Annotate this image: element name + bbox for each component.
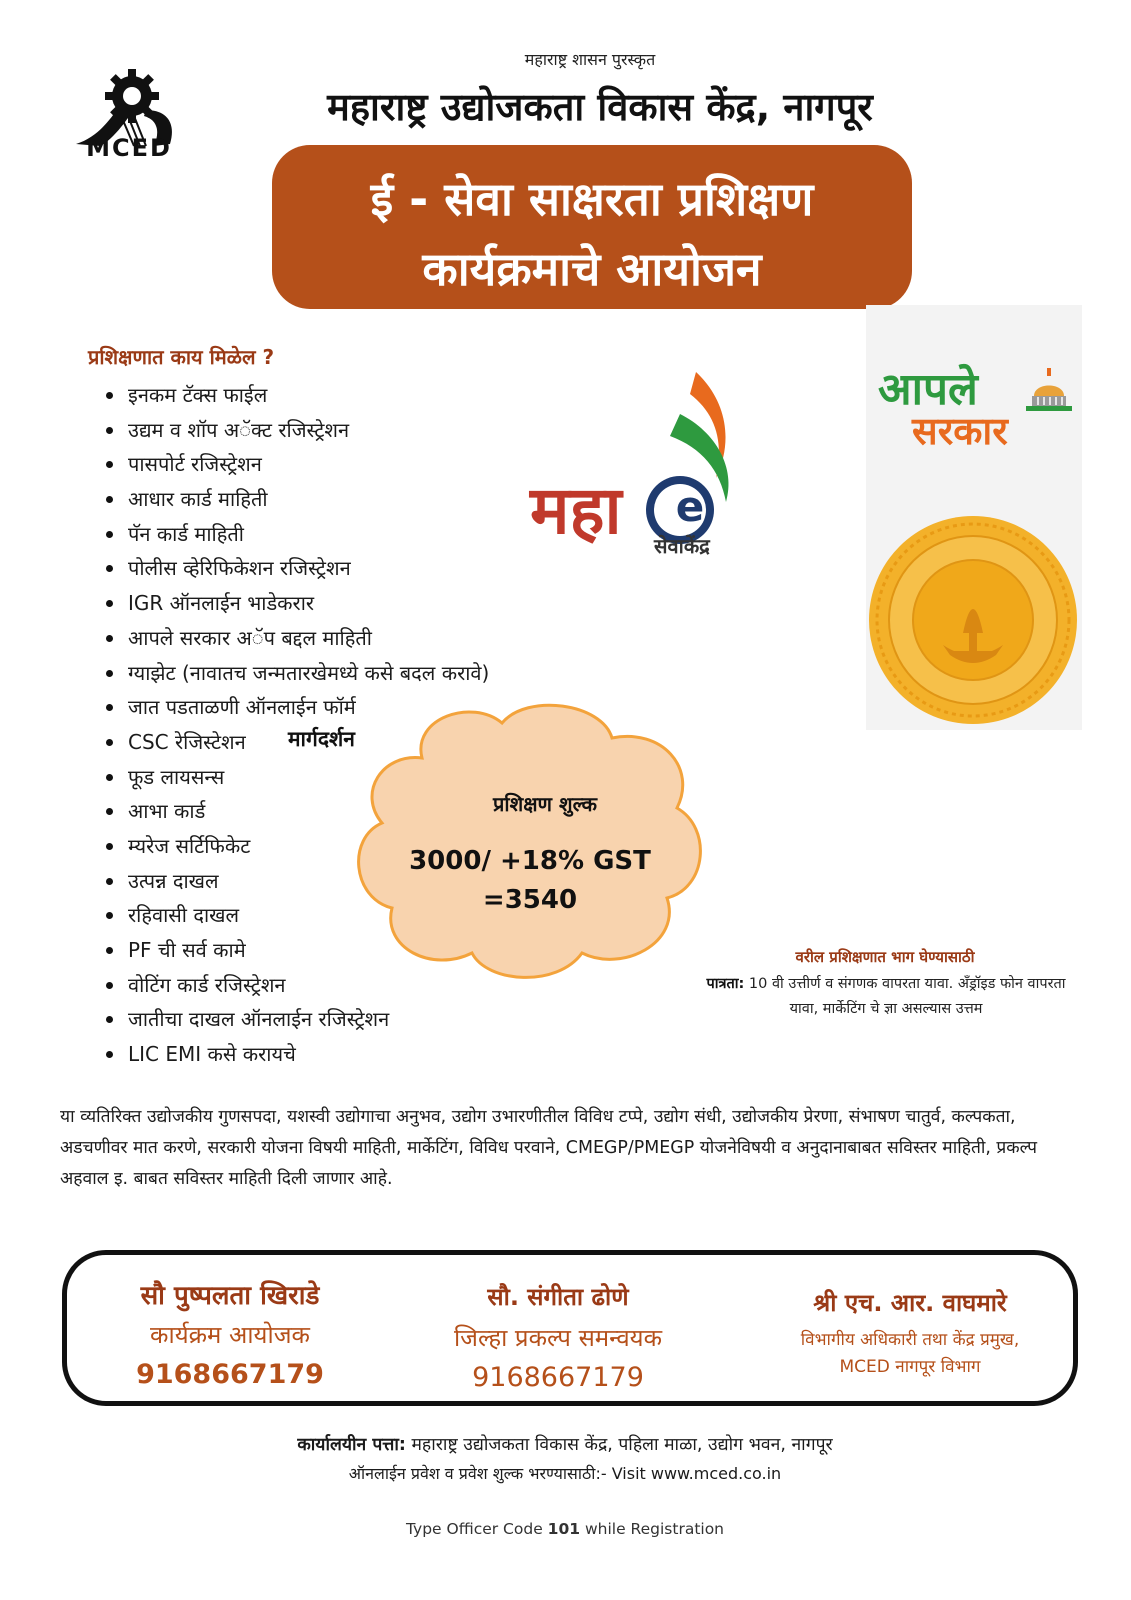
- list-item: पॅन कार्ड माहिती: [104, 519, 624, 554]
- contact-role: विभागीय अधिकारी तथा केंद्र प्रमुख,: [800, 1330, 1020, 1350]
- list-item: आपले सरकार अॅप बद्दल माहिती: [104, 623, 624, 658]
- reg-prefix: Type Officer Code: [405, 1520, 548, 1538]
- list-item: फूड लायसन्स: [104, 762, 624, 797]
- list-item: LIC EMI कसे करायचे: [104, 1039, 624, 1074]
- maha-e-letter: e: [675, 482, 705, 531]
- list-item: जात पडताळणी ऑनलाईन फॉर्म: [104, 692, 624, 727]
- guidance-label: मार्गदर्शन: [288, 727, 355, 751]
- contact-role: कार्यक्रम आयोजक: [150, 1321, 310, 1349]
- contact-3: [760, 1286, 1060, 1377]
- contact-role: जिल्हा प्रकल्प समन्वयक: [453, 1324, 663, 1352]
- contact-phone: 9168667179: [472, 1362, 644, 1393]
- registration-note: [240, 1520, 890, 1538]
- address-text: महाराष्ट्र उद्योजकता विकास केंद्र, पहिला माळा, उद्योग भवन, नागपूर: [405, 1435, 833, 1455]
- eligibility-body: 10 वी उत्तीर्ण व संगणक वापरता यावा. अँड्रॉइड फोन वापरता यावा, मार्केटिंग चे ज्ञा असल्यास उत्तम: [744, 976, 1066, 1017]
- aaple-sarkar-line-1: आपले: [878, 364, 978, 415]
- description-paragraph: या व्यतिरिक्त उद्योजकीय गुणसपदा, यशस्वी उद्योगाचा अनुभव, उद्योग उभारणीतील विविध टप्पे, उद्योग संधी, उद्योजकीय प्रेरणा, संभाषण चातुर्व, कल्पकता, अडचणीवर मात करणे, सरकारी योजना विषयी माहिती, मार्केटिंग, विविध परवाने, CMEGP/PMEGP योजनेविषयी व अनुदानाबाबत सविस्तर माहिती, प्रकल्प अहवाल इ. बाबत सविस्तर माहिती दिली जाणार आहे.: [60, 1107, 1038, 1189]
- maha-text: महा: [530, 472, 622, 549]
- fee-cloud-shape: [352, 698, 712, 983]
- fee-amount: 3000/ +18% GST: [409, 846, 651, 876]
- eligibility-heading: वरील प्रशिक्षणात भाग घेण्यासाठी: [795, 948, 975, 966]
- list-item: इनकम टॅक्स फाईल: [104, 380, 624, 415]
- contact-name: सौ पुष्पलता खिराडे: [140, 1281, 320, 1311]
- aaple-sarkar-line-2: सरकार: [912, 409, 1008, 453]
- reg-suffix: while Registration: [580, 1520, 725, 1538]
- building-dome-icon: [1024, 368, 1074, 416]
- fee-total: =3540: [482, 885, 578, 915]
- logo-text: MCED: [86, 134, 172, 162]
- maha-subtext: सेवाकेंद्र: [654, 534, 710, 558]
- sponsor-text: महाराष्ट्र शासन पुरस्कृत: [524, 50, 656, 69]
- eligibility-label: पात्रता:: [706, 976, 745, 992]
- list-item: PF ची सर्व कामे: [104, 935, 624, 970]
- officer-code: 101: [547, 1520, 581, 1538]
- eligibility-text: [700, 972, 1072, 1022]
- list-item: CSC रेजिस्टेशन: [104, 727, 624, 762]
- list-item: रहिवासी दाखल: [104, 900, 624, 935]
- list-item: आधार कार्ड माहिती: [104, 484, 624, 519]
- services-heading: प्रशिक्षणात काय मिळेल ?: [88, 345, 275, 369]
- contact-division: MCED नागपूर विभाग: [839, 1357, 981, 1377]
- list-item: ग्याझेट (नावातच जन्मतारखेमध्ये कसे बदल करावे): [104, 658, 624, 693]
- list-item: पासपोर्ट रजिस्ट्रेशन: [104, 449, 624, 484]
- contact-2: [418, 1280, 698, 1393]
- address-label: कार्यालयीन पत्ता:: [297, 1435, 406, 1455]
- list-item: वोटिंग कार्ड रजिस्ट्रेशन: [104, 970, 624, 1005]
- contact-1: [90, 1276, 370, 1390]
- contact-name: सौ. संगीता ढोणे: [487, 1283, 629, 1311]
- contact-phone: 9168667179: [136, 1359, 324, 1390]
- maharashtra-seal-icon: [868, 515, 1078, 725]
- list-item: पोलीस व्हेरिफिकेशन रजिस्ट्रेशन: [104, 553, 624, 588]
- list-item: उद्यम व शॉप अॅक्ट रजिस्ट्रेशन: [104, 415, 624, 450]
- org-title: महाराष्ट्र उद्योजकता विकास केंद्र, नागपूर: [327, 85, 873, 129]
- fee-title: प्रशिक्षण शुल्क: [493, 792, 597, 816]
- list-item: आभा कार्ड: [104, 796, 624, 831]
- list-item: उत्पन्न दाखल: [104, 866, 624, 901]
- list-item: IGR ऑनलाईन भाडेकरार: [104, 588, 624, 623]
- banner-line-1: ई - सेवा साक्षरता प्रशिक्षण: [370, 172, 814, 226]
- list-item: म्यरेज सर्टिफिकेट: [104, 831, 624, 866]
- office-address: [150, 1432, 980, 1456]
- program-banner: [272, 145, 912, 309]
- online-admission-text: ऑनलाईन प्रवेश व प्रवेश शुल्क भरण्यासाठी:- Visit www.mced.co.in: [348, 1464, 782, 1483]
- list-item: जातीचा दाखल ऑनलाईन रजिस्ट्रेशन: [104, 1004, 624, 1039]
- contact-name: श्री एच. आर. वाघमारे: [813, 1289, 1007, 1317]
- banner-line-2: कार्यक्रमाचे आयोजन: [422, 242, 762, 296]
